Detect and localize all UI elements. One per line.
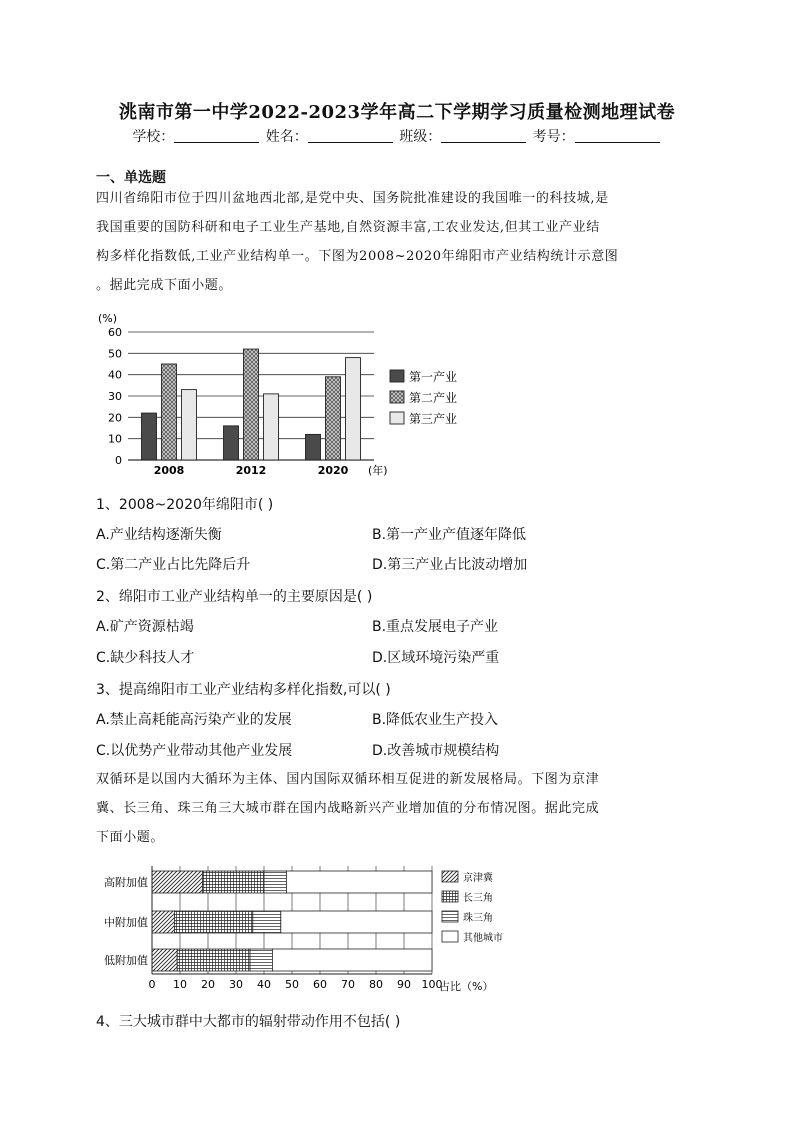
y-tick-label: 10 <box>108 432 122 446</box>
bar-segment-中附加值-3 <box>281 911 432 933</box>
legend-swatch <box>390 370 404 382</box>
bar-2020-2 <box>346 358 361 460</box>
question-3-stem: 3、提高绵阳市工业产业结构多样化指数,可以( ) <box>96 682 391 698</box>
legend-swatch <box>442 931 458 942</box>
page-title: 洮南市第一中学2022-2023学年高二下学期学习质量检测地理试卷 <box>118 102 676 123</box>
x-tick-label: 10 <box>173 978 187 991</box>
x-axis-unit: (年) <box>368 464 388 477</box>
bar-2012-0 <box>224 426 239 460</box>
question-2-option-d[interactable]: D.区域环境污染严重 <box>372 650 500 666</box>
passage-1-line: 。据此完成下面小题。 <box>96 278 233 293</box>
y-tick-label: 60 <box>108 326 122 339</box>
question-1-option-c[interactable]: C.第二产业占比先降后升 <box>96 557 251 573</box>
legend-swatch <box>390 391 404 403</box>
y-axis-label: (%) <box>98 312 118 325</box>
x-tick-label: 60 <box>313 978 327 991</box>
y-tick-label: 50 <box>108 347 122 361</box>
question-2-stem: 2、绵阳市工业产业结构单一的主要原因是( ) <box>96 589 373 605</box>
passage-2-line: 冀、长三角、珠三角三大城市群在国内战略新兴产业增加值的分布情况图。据此完成 <box>96 801 600 816</box>
passage-1-line: 构多样化指数低,工业产业结构单一。下图为2008~2020年绵阳市产业结构统计示意图 <box>96 249 619 264</box>
passage-2 <box>96 765 702 852</box>
bar-2020-1 <box>326 377 341 460</box>
legend-label: 第二产业 <box>409 391 458 405</box>
exam-number-label: 考号： <box>532 129 575 145</box>
legend-swatch <box>442 891 458 902</box>
class-blank[interactable] <box>441 128 526 143</box>
passage-1-line: 我国重要的国防科研和电子工业生产基地,自然资源丰富,工农业发达,但其工业产业结 <box>96 220 600 235</box>
y-category-label: 中附加值 <box>104 916 148 929</box>
school-blank[interactable] <box>174 128 259 143</box>
y-tick-label: 20 <box>108 411 122 425</box>
legend-label: 长三角 <box>463 893 493 904</box>
x-tick-label: 40 <box>257 978 271 991</box>
y-category-label: 低附加值 <box>104 954 148 967</box>
bar-2008-2 <box>182 390 197 460</box>
passage-2-line: 下面小题。 <box>96 830 165 845</box>
student-info-line <box>0 126 794 146</box>
question-2-option-a[interactable]: A.矿产资源枯竭 <box>96 619 194 635</box>
bar-segment-高附加值-0 <box>152 871 202 893</box>
question-2-option-b[interactable]: B.重点发展电子产业 <box>372 619 499 635</box>
legend-label: 第一产业 <box>409 370 458 384</box>
bar-segment-低附加值-2 <box>250 949 272 971</box>
x-tick-label: 30 <box>229 978 243 991</box>
industry-structure-chart <box>90 308 480 480</box>
bar-segment-高附加值-2 <box>264 871 286 893</box>
question-1-option-d[interactable]: D.第三产业占比波动增加 <box>372 557 528 573</box>
bar-2008-0 <box>142 413 157 460</box>
x-tick-label: 20 <box>201 978 215 991</box>
name-label: 姓名： <box>265 129 308 145</box>
legend-swatch <box>442 911 458 922</box>
name-blank[interactable] <box>308 128 393 143</box>
y-category-label: 高附加值 <box>104 876 148 889</box>
legend-swatch <box>442 871 458 882</box>
x-tick-label: 80 <box>369 978 383 991</box>
section-heading: 一、单选题 <box>96 170 166 186</box>
x-tick-label: 2008 <box>153 464 185 477</box>
question-1-option-b[interactable]: B.第一产业产值逐年降低 <box>372 527 527 543</box>
x-tick-label: 90 <box>397 978 411 991</box>
bar-segment-低附加值-3 <box>272 949 432 971</box>
bar-2008-1 <box>162 364 177 460</box>
x-tick-label: 2020 <box>317 464 349 477</box>
class-label: 班级： <box>399 129 442 145</box>
value-added-distribution-chart <box>94 862 524 994</box>
bar-segment-低附加值-0 <box>152 949 177 971</box>
legend-label: 第三产业 <box>409 412 458 426</box>
question-3-option-c[interactable]: C.以优势产业带动其他产业发展 <box>96 743 293 759</box>
question-3-option-a[interactable]: A.禁止高耗能高污染产业的发展 <box>96 712 292 728</box>
x-tick-label: 2012 <box>235 464 267 477</box>
question-4-stem: 4、三大城市群中大都市的辐射带动作用不包括( ) <box>96 1014 401 1030</box>
y-tick-label: 0 <box>115 454 122 467</box>
legend-label: 其他城市 <box>463 933 503 944</box>
legend-label: 京津冀 <box>463 873 493 884</box>
question-3-option-d[interactable]: D.改善城市规模结构 <box>372 743 500 759</box>
x-tick-label: 70 <box>341 978 355 991</box>
x-tick-label: 50 <box>285 978 299 991</box>
bar-segment-中附加值-1 <box>174 911 252 933</box>
legend-label: 珠三角 <box>463 913 493 924</box>
bar-segment-高附加值-1 <box>202 871 264 893</box>
question-3-option-b[interactable]: B.降低农业生产投入 <box>372 712 499 728</box>
question-1-stem: 1、2008~2020年绵阳市( ) <box>96 497 274 513</box>
y-tick-label: 40 <box>108 368 122 382</box>
bar-segment-低附加值-1 <box>177 949 250 971</box>
y-tick-label: 30 <box>108 390 122 403</box>
x-tick-label: 0 <box>148 978 156 991</box>
passage-2-line: 双循环是以国内大循环为主体、国内国际双循环相互促进的新发展格局。下图为京津 <box>96 772 600 787</box>
question-2-option-c[interactable]: C.缺少科技人才 <box>96 650 195 666</box>
exam-number-blank[interactable] <box>575 128 660 143</box>
bar-2012-1 <box>244 349 259 460</box>
bar-2020-0 <box>306 434 321 460</box>
passage-1 <box>96 184 702 300</box>
bar-segment-中附加值-0 <box>152 911 174 933</box>
bar-segment-高附加值-3 <box>286 871 432 893</box>
x-tick-label: 100 <box>421 978 443 991</box>
question-1-option-a[interactable]: A.产业结构逐渐失衡 <box>96 527 222 543</box>
x-axis-label: 占比（%） <box>439 980 494 993</box>
bar-2012-2 <box>264 394 279 460</box>
bar-segment-中附加值-2 <box>253 911 281 933</box>
legend-swatch <box>390 412 404 424</box>
school-label: 学校： <box>132 129 175 145</box>
passage-1-line: 四川省绵阳市位于四川盆地西北部,是党中央、国务院批准建设的我国唯一的科技城,是 <box>96 191 609 206</box>
